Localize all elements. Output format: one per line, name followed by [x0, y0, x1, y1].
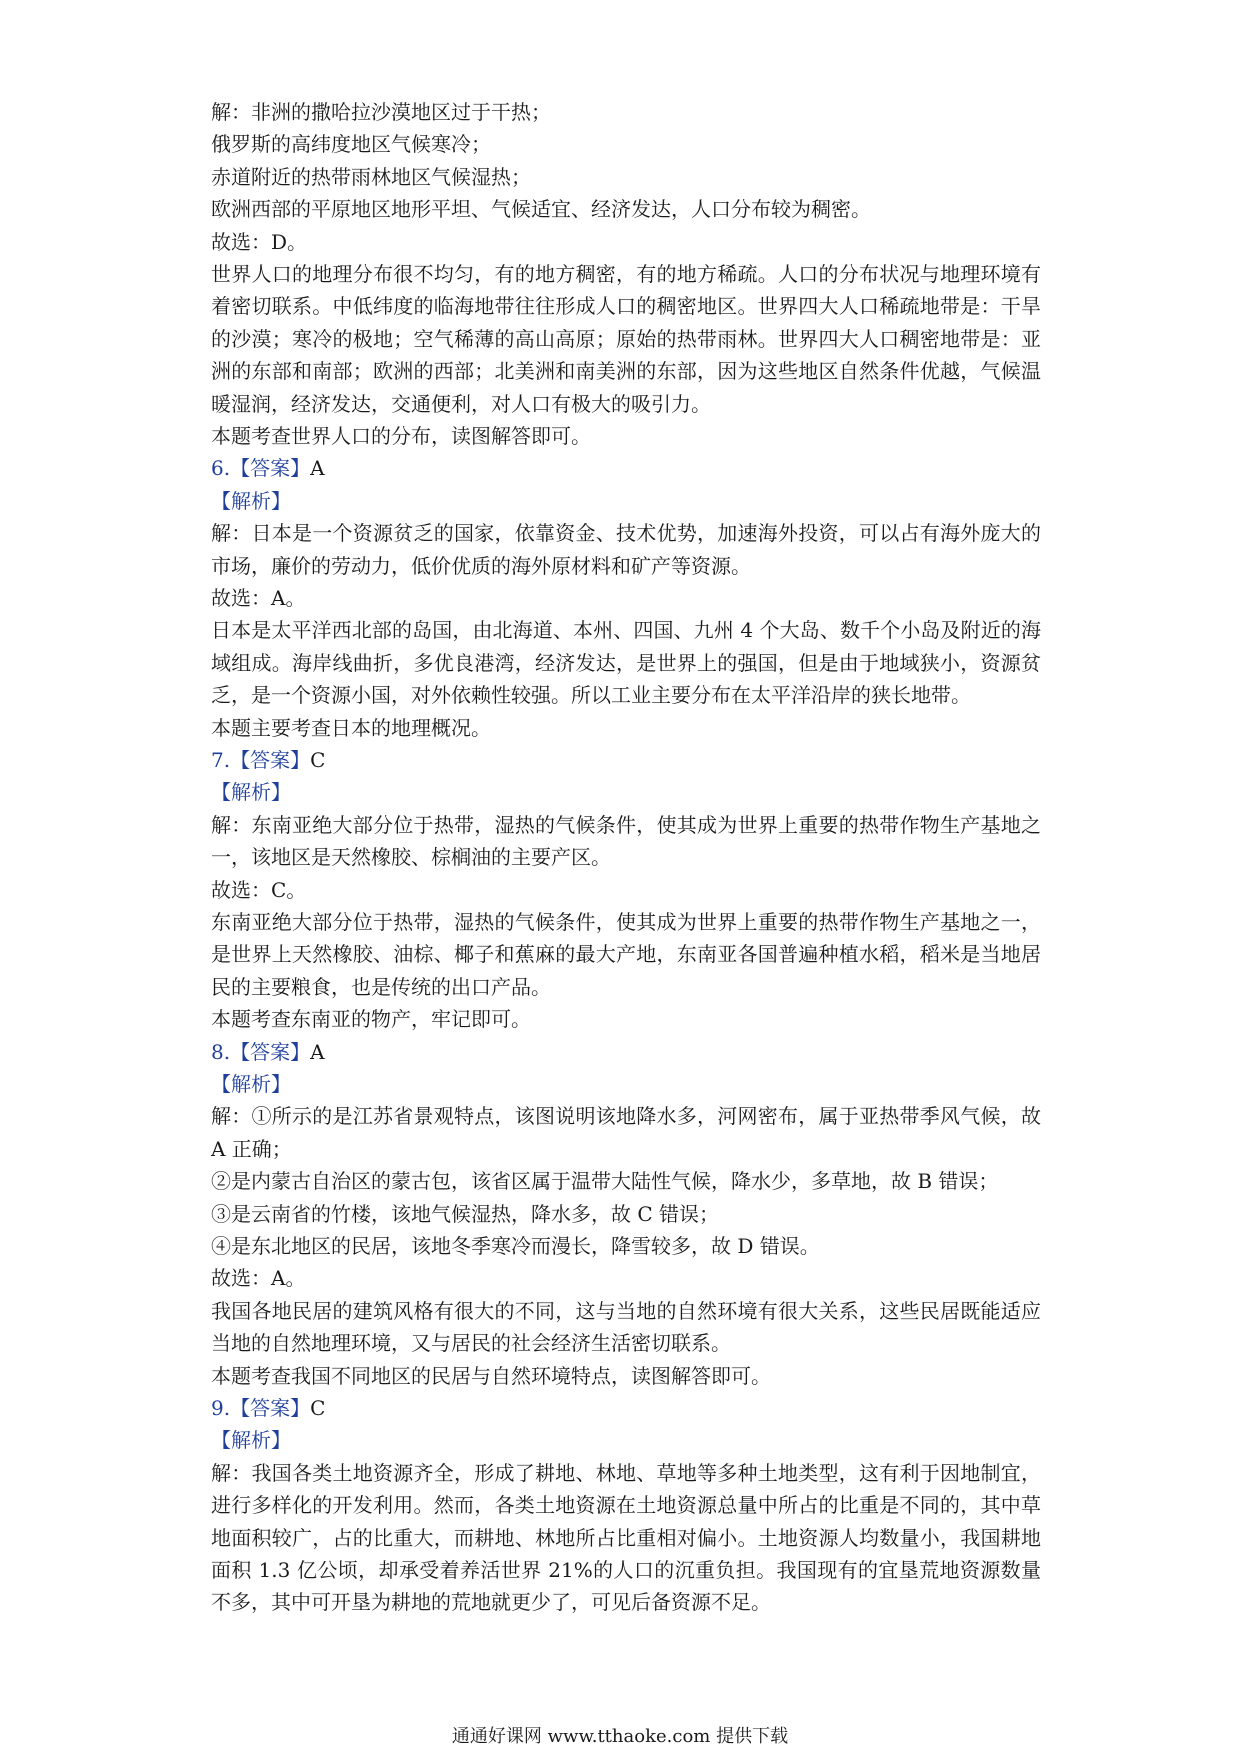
text-line: 故选：D。	[211, 229, 308, 254]
paragraph: 解：东南亚绝大部分位于热带，湿热的气候条件，使其成为世界上重要的热带作物生产基地之一，该地区是天然橡胶、棕榈油的主要产区。	[211, 812, 1041, 870]
text-line: ④是东北地区的民居，该地冬季寒冷而漫长，降雪较多，故 D 错误。	[211, 1233, 820, 1258]
question-number: 6.	[211, 456, 231, 481]
paragraph: 解：我国各类土地资源齐全，形成了耕地、林地、草地等多种土地类型，这有利于因地制宜，进行多样化的开发利用。然而，各类土地资源在土地资源总量中所占的比重是不同的，其中草地面积较广，占的比重大，而耕地、林地所占比重相对偏小。土地资源人均数量小，我国耕地面积 1.3 亿公顷，却承受着养活世界 21%的人口的沉重负担。我国现有的宜垦荒地资源数量不多，其中可开垦为耕地的荒地就更少了，可见后备资源不足。	[211, 1460, 1041, 1615]
analysis-heading: 【解析】	[211, 1428, 291, 1453]
page-footer: 通通好课网 www.tthaoke.com 提供下载	[451, 1726, 789, 1747]
answer-label: 【答案】	[230, 1039, 311, 1064]
text-line: 本题考查东南亚的物产，牢记即可。	[211, 1007, 531, 1032]
text-line: 故选：C。	[211, 877, 307, 902]
answer-value: A	[310, 1039, 325, 1064]
text-line: 故选：A。	[211, 1266, 306, 1291]
text-line: 欧洲西部的平原地区地形平坦、气候适宜、经济发达，人口分布较为稠密。	[211, 197, 871, 222]
text-line: ③是云南省的竹楼，该地气候湿热，降水多，故 C 错误；	[211, 1201, 720, 1226]
paragraph: 解：①所示的是江苏省景观特点，该图说明该地降水多，河网密布，属于亚热带季风气候，故 A 正确；	[211, 1104, 1041, 1161]
analysis-heading: 【解析】	[211, 780, 291, 805]
answer-heading	[211, 1036, 1041, 1068]
paragraph: 日本是太平洋西北部的岛国，由北海道、本州、四国、九州 4 个大岛、数千个小岛及附近的海域组成。海岸线曲折，多优良港湾，经济发达，是世界上的强国，但是由于地域狭小，资源贫乏，是一个资源小国，对外依赖性较强。所以工业主要分布在太平洋沿岸的狭长地带。	[211, 618, 1041, 708]
answer-heading	[211, 452, 1041, 484]
text-line: 本题考查世界人口的分布，读图解答即可。	[211, 423, 591, 448]
answer-value: C	[310, 747, 326, 772]
paragraph: 世界人口的地理分布很不均匀，有的地方稠密，有的地方稀疏。人口的分布状况与地理环境有着密切联系。中低纬度的临海地带往往形成人口的稠密地区。世界四大人口稀疏地带是：干旱的沙漠；寒冷的极地；空气稀薄的高山高原；原始的热带雨林。世界四大人口稠密地带是：亚洲的东部和南部；欧洲的西部；北美洲和南美洲的东部，因为这些地区自然条件优越，气候温暖湿润，经济发达，交通便利，对人口有极大的吸引力。	[211, 261, 1041, 416]
text-line: 故选：A。	[211, 585, 306, 610]
text-line: ②是内蒙古自治区的蒙古包，该省区属于温带大陆性气候，降水少，多草地，故 B 错误；	[211, 1169, 999, 1194]
analysis-heading: 【解析】	[211, 488, 291, 513]
answer-label: 【答案】	[230, 456, 311, 481]
analysis-heading: 【解析】	[211, 1071, 291, 1096]
text-line: 本题考查我国不同地区的民居与自然环境特点，读图解答即可。	[211, 1363, 771, 1388]
answer-label: 【答案】	[230, 1395, 311, 1420]
document-body	[211, 96, 1041, 1619]
text-line: 俄罗斯的高纬度地区气候寒冷；	[211, 132, 491, 157]
question-number: 9.	[211, 1395, 231, 1420]
answer-label: 【答案】	[230, 747, 311, 772]
question-number: 8.	[211, 1039, 231, 1064]
answer-heading	[211, 1392, 1041, 1424]
paragraph: 解：日本是一个资源贫乏的国家，依靠资金、技术优势，加速海外投资，可以占有海外庞大的市场，廉价的劳动力，低价优质的海外原材料和矿产等资源。	[211, 521, 1041, 578]
question-number: 7.	[211, 747, 231, 772]
text-line: 本题主要考查日本的地理概况。	[211, 715, 491, 740]
paragraph: 我国各地民居的建筑风格有很大的不同，这与当地的自然环境有很大关系，这些民居既能适应当地的自然地理环境，又与居民的社会经济生活密切联系。	[211, 1298, 1041, 1356]
text-line: 解：非洲的撒哈拉沙漠地区过于干热；	[211, 100, 551, 124]
paragraph: 东南亚绝大部分位于热带，湿热的气候条件，使其成为世界上重要的热带作物生产基地之一，是世界上天然橡胶、油棕、椰子和蕉麻的最大产地，东南亚各国普遍种植水稻，稻米是当地居民的主要粮食，也是传统的出口产品。	[211, 909, 1041, 999]
answer-heading	[211, 744, 1041, 776]
answer-value: C	[310, 1395, 326, 1420]
text-line: 赤道附近的热带雨林地区气候湿热；	[211, 164, 531, 189]
answer-value: A	[310, 456, 325, 481]
